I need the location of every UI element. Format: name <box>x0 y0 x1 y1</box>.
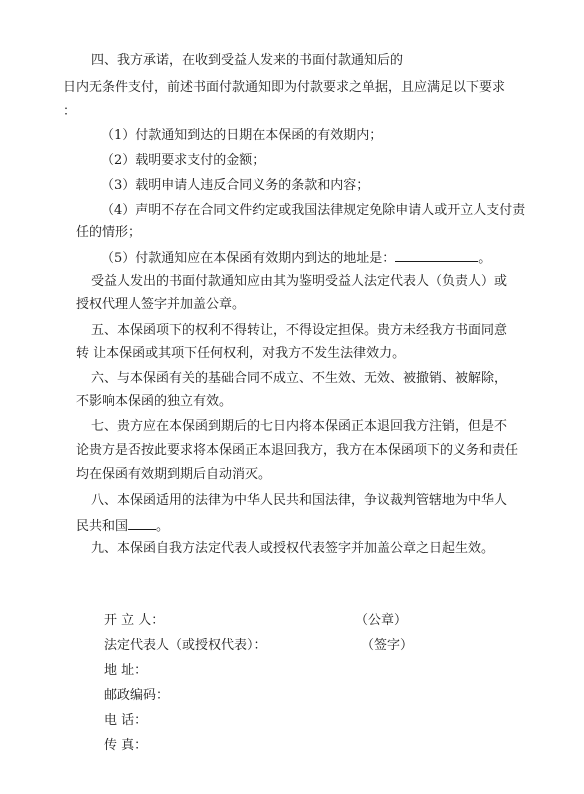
fax-label: 传 真： <box>104 738 148 753</box>
para-8-line-1: 八、本保函适用的法律为中华人民共和国法律，争议裁判管辖地为中华人 <box>91 493 508 508</box>
representative-sign: （签字） <box>361 638 414 653</box>
para-8-line-2-end: 。 <box>156 519 170 534</box>
para-7-line-1: 七、贵方应在本保函到期后的七日内将本保函正本退回我方注销，但是不 <box>91 419 508 434</box>
phone-label: 电 话： <box>104 713 148 728</box>
notice-line-2: 授权代理人签字并加盖公章。 <box>76 297 246 312</box>
requirement-2: （2）载明要求支付的金额； <box>101 153 266 168</box>
para-9: 九、本保函自我方法定代表人或授权代表签字并加盖公章之日起生效。 <box>91 541 495 556</box>
requirement-5 <box>101 249 491 267</box>
para-5-line-1: 五、本保函项下的权利不得转让，不得设定担保。贵方未经我方书面同意 <box>91 323 508 338</box>
para-4-line-2: 日内无条件支付，前述书面付款通知即为付款要求之单据，且应满足以下要求 <box>63 80 506 95</box>
para-5-line-2: 转 让本保函或其项下任何权利，对我方不发生法律效力。 <box>76 346 406 361</box>
requirement-3: （3）载明申请人违反合同义务的条款和内容； <box>101 178 370 193</box>
requirement-1: （1）付款通知到达的日期在本保函的有效期内； <box>101 128 383 143</box>
issuer-label: 开 立 人： <box>104 613 165 628</box>
para-8-line-2-text: 民共和国 <box>76 519 129 534</box>
para-4-line-1: 四、我方承诺，在收到受益人发来的书面付款通知后的 <box>91 53 404 68</box>
para-7-line-3: 均在保函有效期到期后自动消灭。 <box>76 467 272 482</box>
requirement-4-line-2: 任的情形； <box>76 225 142 240</box>
requirement-4-line-1: （4）声明不存在合同文件约定或我国法律规定免除申请人或开立人支付责 <box>101 203 526 218</box>
jurisdiction-blank <box>128 517 156 530</box>
requirement-5-text: （5）付款通知应在本保函有效期内到达的地址是： <box>101 251 396 266</box>
para-6-line-2: 不影响本保函的独立有效。 <box>76 394 233 409</box>
address-blank <box>395 249 478 262</box>
requirement-5-end: 。 <box>478 251 492 266</box>
para-8-line-2 <box>76 517 169 535</box>
address-label: 地 址： <box>104 663 148 678</box>
issuer-seal: （公章） <box>355 613 408 628</box>
representative-label: 法定代表人（或授权代表）： <box>104 638 267 653</box>
notice-line-1: 受益人发出的书面付款通知应由其为鉴明受益人法定代表人（负责人）或 <box>91 274 508 289</box>
para-4-line-3: ： <box>63 104 77 119</box>
para-7-line-2: 论贵方是否按此要求将本保函正本退回我方，我方在本保函项下的义务和责任 <box>76 443 519 458</box>
postcode-label: 邮政编码： <box>104 688 170 703</box>
para-6-line-1: 六、与本保函有关的基础合同不成立、不生效、无效、被撤销、被解除， <box>91 371 508 386</box>
